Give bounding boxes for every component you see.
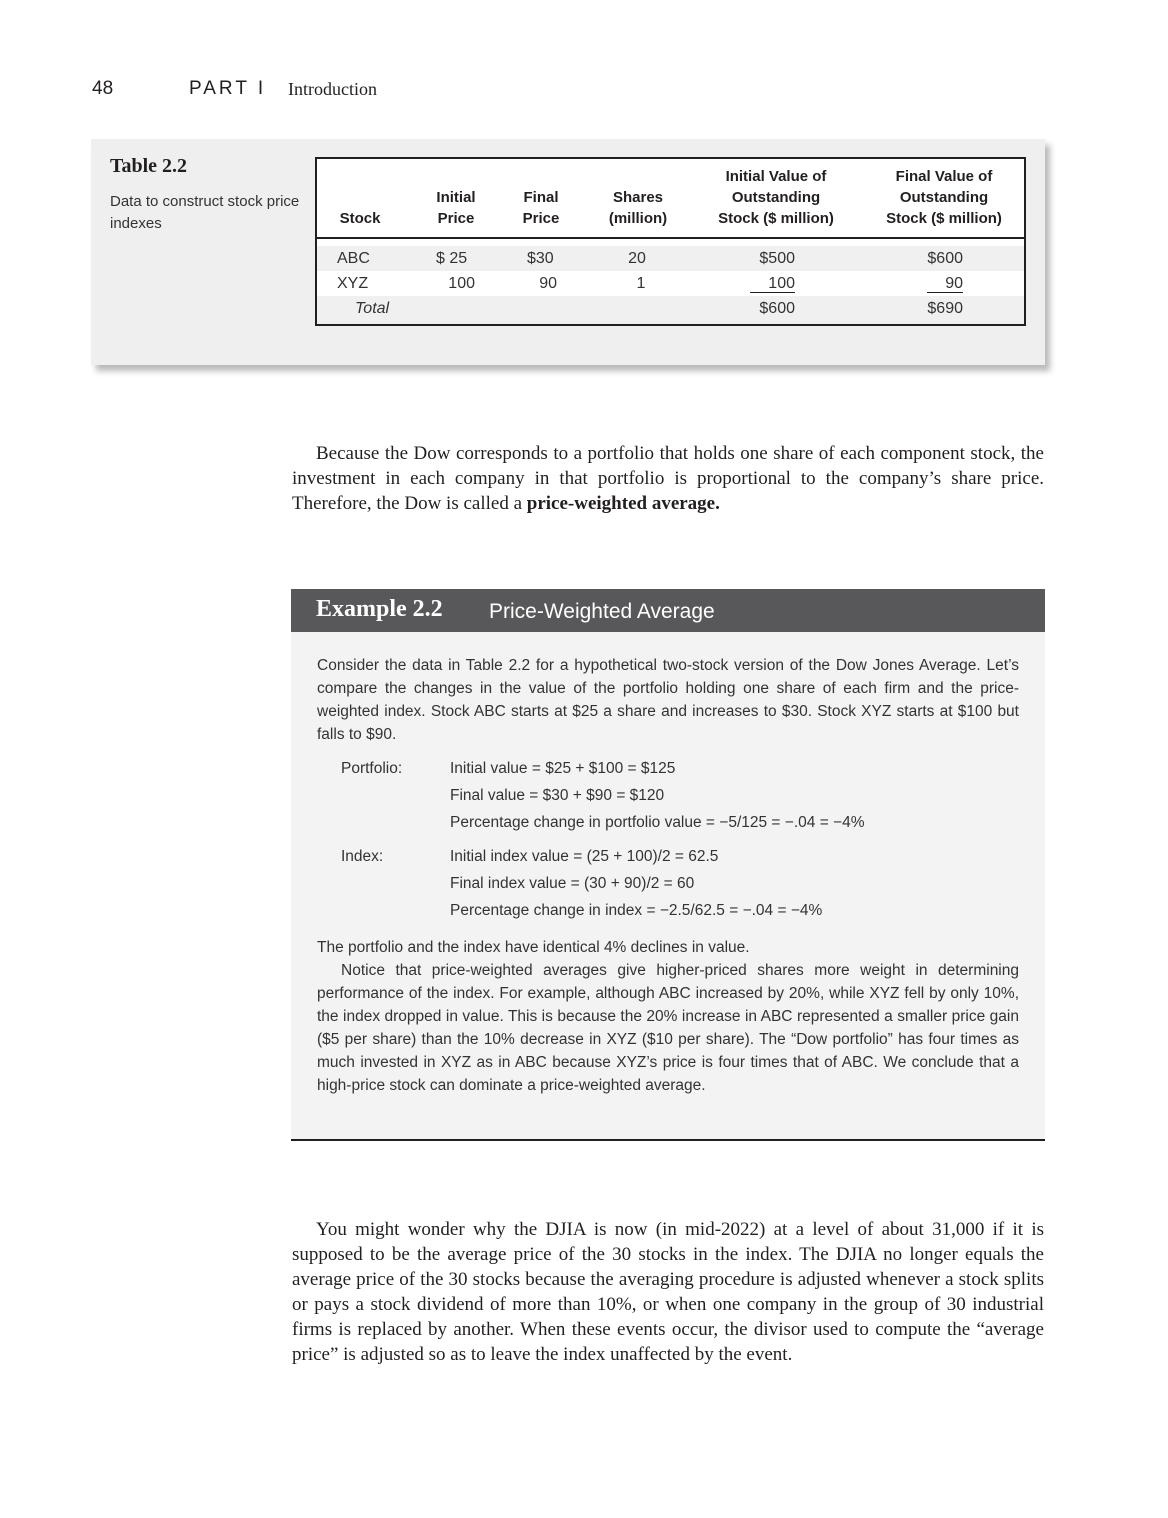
example-title: Price-Weighted Average	[489, 600, 715, 623]
column-header-initial-price: Initial Price	[436, 189, 476, 227]
cell-initial-price: 100	[448, 275, 475, 292]
cell-initial-value: $500	[759, 250, 795, 267]
example-box	[291, 589, 1045, 1141]
cell-final-price: 90	[539, 275, 557, 292]
example-intro: Consider the data in Table 2.2 for a hypothetical two-stock version of the Dow Jones Average. Let’s compare the changes in the value of the portfolio holding one share of each firm and the price-weighted index. Stock ABC starts at $25 a share and increases to $30. Stock XYZ starts at $100 but falls to $90.	[317, 657, 1019, 743]
cell-final-value: $600	[927, 250, 963, 267]
portfolio-line: Percentage change in portfolio value = −5/125 = −.04 = −4%	[450, 814, 865, 831]
index-line: Percentage change in index = −2.5/62.5 = −.04 = −4%	[450, 902, 823, 919]
column-header-initial-value: Initial Value of Outstanding Stock ($ million)	[718, 168, 834, 227]
example-header	[291, 589, 1045, 632]
part-title: Introduction	[288, 79, 377, 99]
table-number: Table 2.2	[110, 155, 188, 177]
cell-total-final-value: $690	[927, 300, 963, 317]
table-row	[317, 246, 1024, 271]
column-header-stock: Stock	[339, 210, 381, 227]
cell-stock: ABC	[337, 250, 370, 267]
data-table	[315, 157, 1026, 326]
example-number: Example 2.2	[316, 596, 443, 622]
part-label: PART I	[189, 78, 267, 99]
cell-total-label: Total	[355, 300, 390, 317]
column-header-final-price: Final Price	[522, 189, 560, 227]
table-total-row	[317, 296, 1024, 324]
portfolio-line: Final value = $30 + $90 = $120	[450, 787, 665, 804]
column-header-shares: Shares (million)	[608, 189, 668, 227]
body-paragraph: Because the Dow corresponds to a portfolio that holds one share of each component stock, the investment in each company in that portfolio is proportional to the company’s share price. Therefore, the Dow is called a price-weighted average.	[292, 443, 1044, 514]
cell-total-initial-value: $600	[759, 300, 795, 317]
index-line: Initial index value = (25 + 100)/2 = 62.5	[450, 848, 719, 865]
cell-initial-value: 100	[717, 274, 795, 293]
cell-stock: XYZ	[337, 275, 369, 292]
key-term: price-weighted average.	[526, 493, 720, 514]
index-label: Index:	[341, 848, 384, 865]
cell-final-value: 90	[885, 274, 963, 293]
table-row	[317, 271, 1024, 296]
body-paragraph: You might wonder why the DJIA is now (in mid-2022) at a level of about 31,000 if it is supposed to be the average price of the 30 stocks in the index. The DJIA no longer equals the average price of the 30 stocks because the averaging procedure is adjusted whenever a stock splits or pays a stock dividend of more than 10%, or when one company in the group of 30 industrial firms is replaced by another. When these events occur, the divisor used to compute the “average price” is adjusted so as to leave the index unaffected by the event.	[292, 1219, 1044, 1365]
column-header-final-value: Final Value of Outstanding Stock ($ million)	[886, 168, 1002, 227]
example-conclusion: The portfolio and the index have identical 4% declines in value.	[317, 939, 750, 956]
table-panel	[91, 139, 1045, 365]
index-line: Final index value = (30 + 90)/2 = 60	[450, 875, 695, 892]
cell-final-price: $30	[527, 250, 554, 267]
page-number: 48	[92, 78, 114, 99]
example-explanation: Notice that price-weighted averages give higher-priced shares more weight in determining performance of the index. For example, although ABC increased by 20%, while XYZ fell by only 10%, the index dropped in value. This is because the 20% increase in ABC represented a smaller price gain ($5 per share) than the 10% decrease in XYZ ($10 per share). The “Dow portfolio” has four times as much invested in XYZ as in ABC because XYZ’s price is four times that of ABC. We conclude that a high-price stock can dominate a price-weighted average.	[317, 962, 1019, 1094]
cell-initial-price: $ 25	[436, 250, 468, 267]
table-caption: Data to construct stock price indexes	[110, 193, 300, 232]
portfolio-label: Portfolio:	[341, 760, 403, 777]
cell-shares: 1	[636, 275, 646, 292]
table-header-row	[317, 159, 1024, 239]
portfolio-line: Initial value = $25 + $100 = $125	[450, 760, 676, 777]
cell-shares: 20	[628, 250, 646, 267]
